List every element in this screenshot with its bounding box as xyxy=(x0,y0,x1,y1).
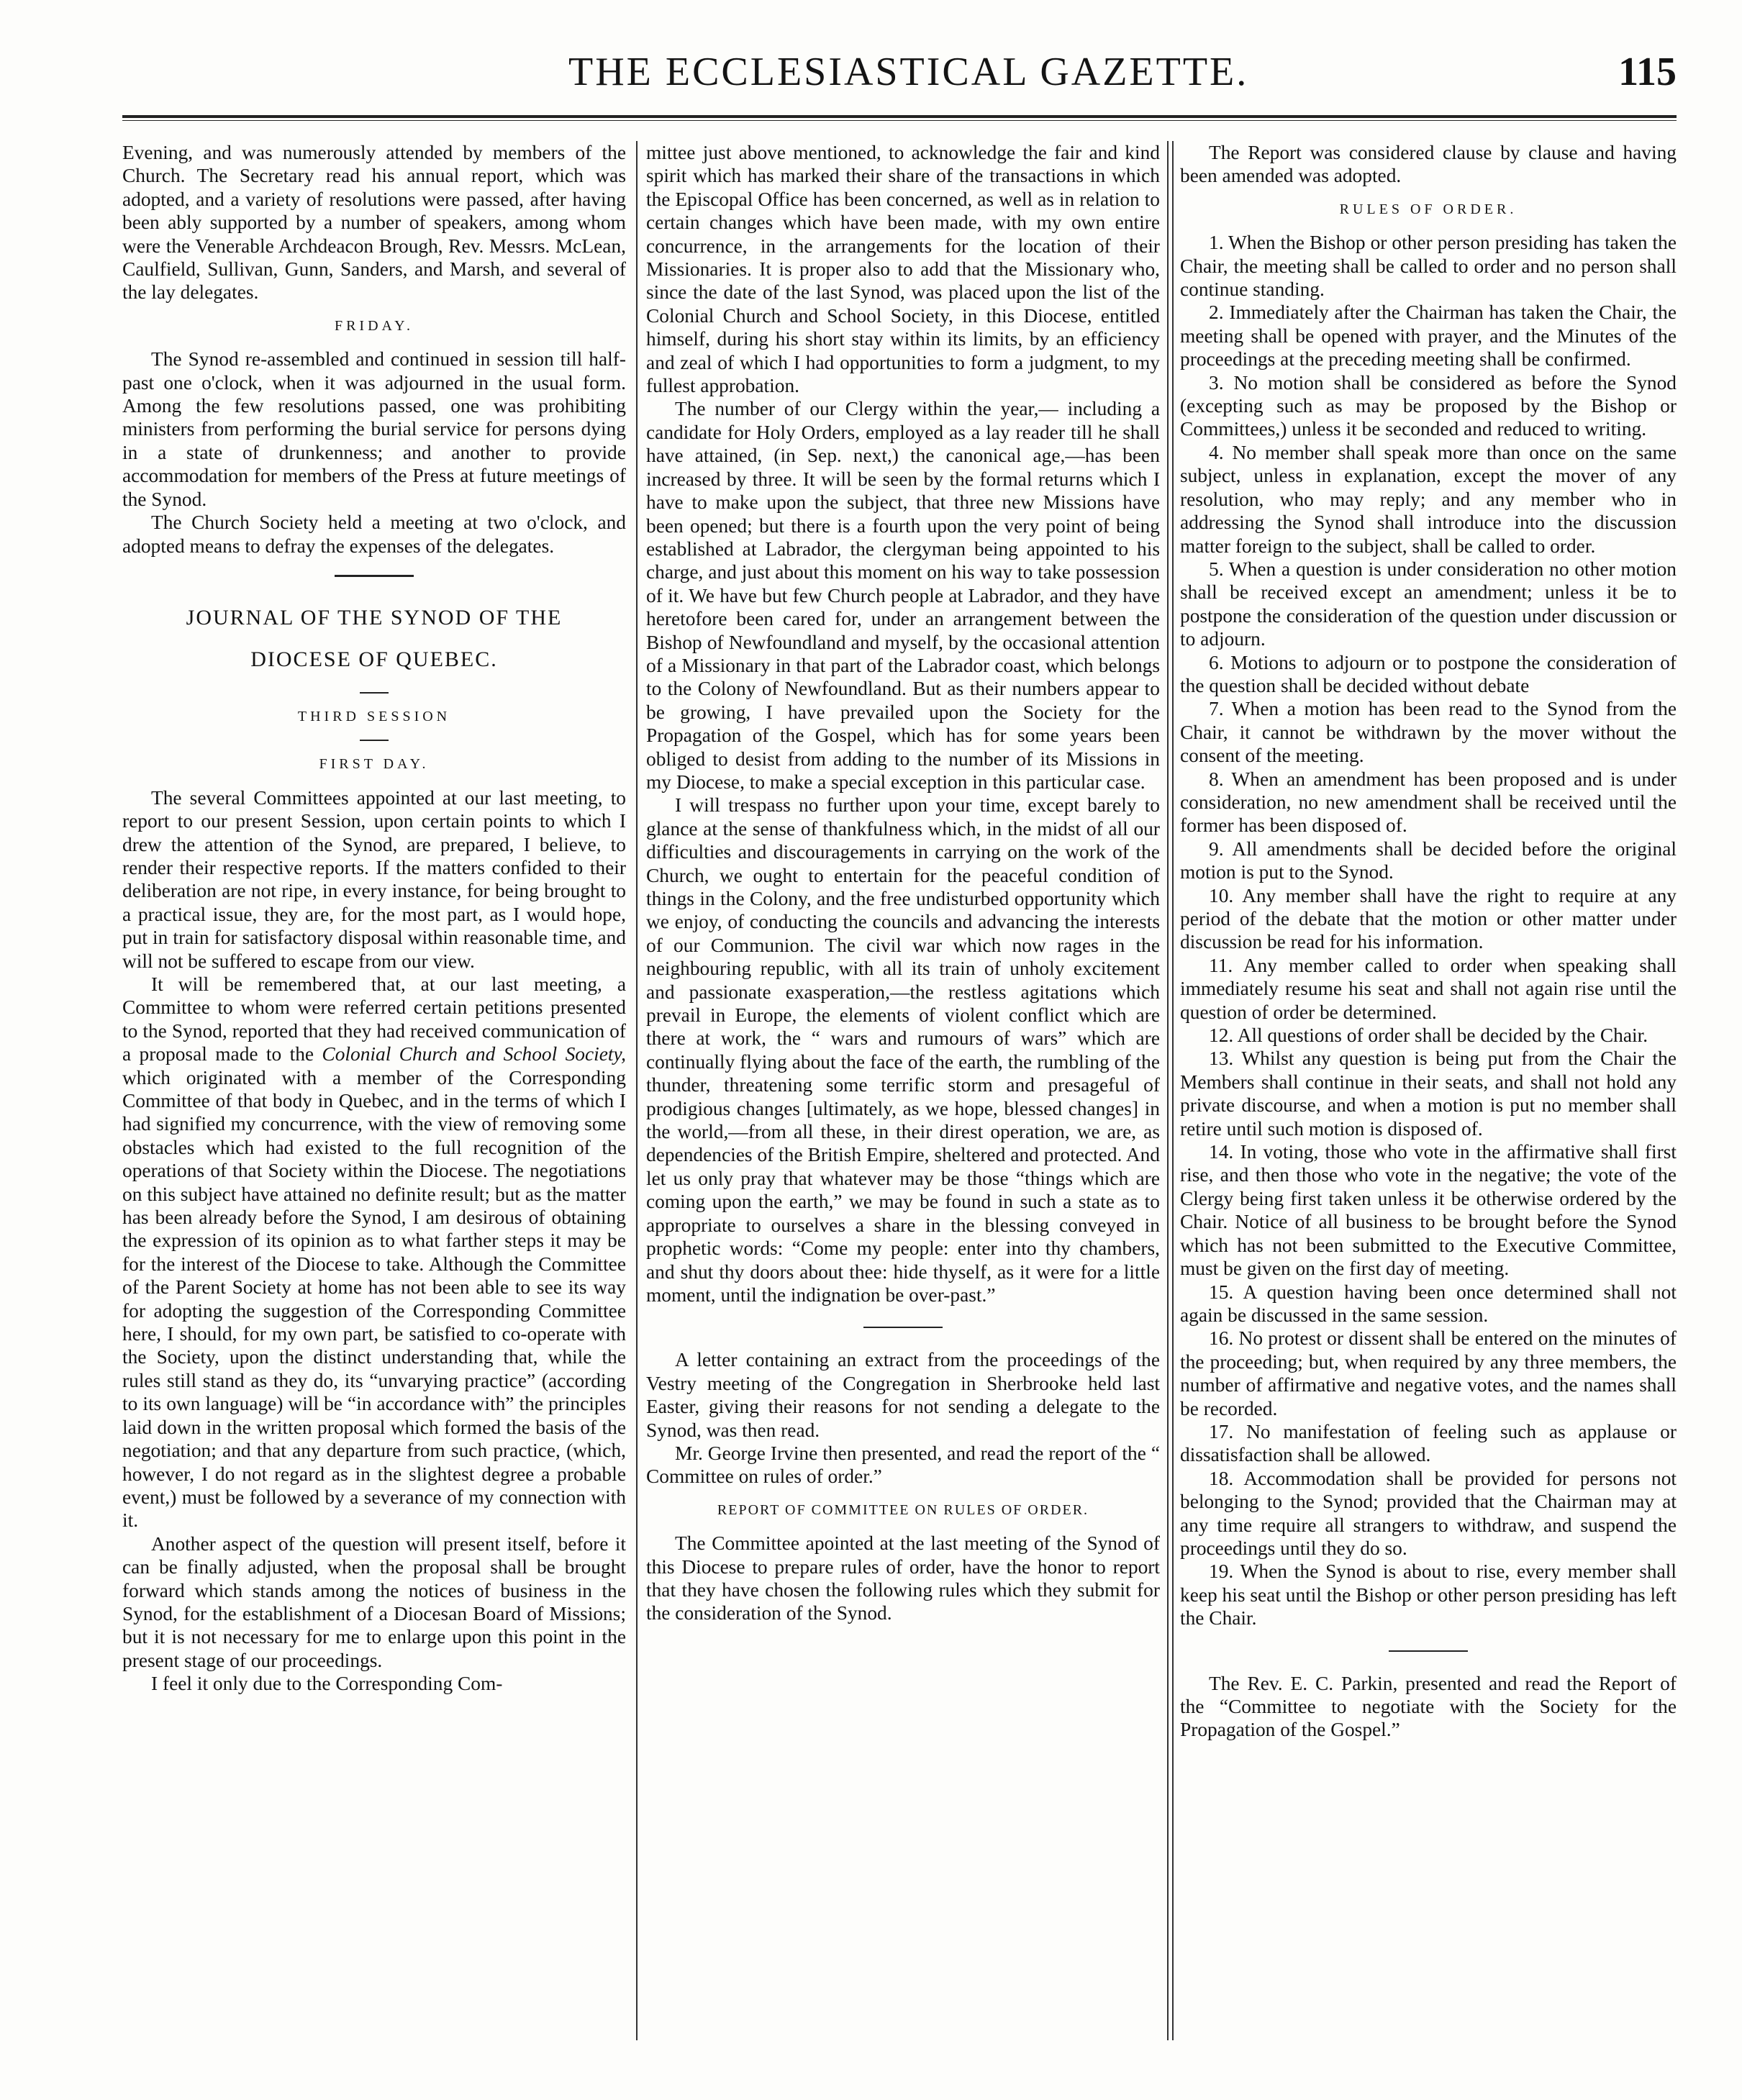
rule-item: 17. No manifestation of feeling such as applause or dissatisfaction shall be allowed. xyxy=(1180,1420,1677,1466)
rule-item: 2. Immediately after the Chairman has taken the Chair, the meeting shall be opened with prayer, and the Minutes of the proceedings at the preceding meeting shall be confirmed. xyxy=(1180,301,1677,371)
rule-item: 19. When the Synod is about to rise, every member shall keep his seat until the Bishop or other person presiding has left the Chair. xyxy=(1180,1560,1677,1629)
paragraph xyxy=(122,973,626,1532)
column-middle xyxy=(646,141,1160,2055)
session-head: THIRD SESSION xyxy=(297,708,451,724)
paragraph: The Synod re-assembled and continued in session till half-past one o'clock, when it was adjourned in the usual form. Among the few resolutions passed, one was prohibiting ministers from performing the burial service for persons dying in a state of drunkenness; and another to provide accommodation for members of the Press at future meetings of the Synod. xyxy=(122,348,626,510)
paragraph: A letter containing an extract from the proceedings of the Vestry meeting of the Congregation in Sherbrooke held last Easter, giving their reasons for not sending a delegate to the Synod, was then read. xyxy=(646,1349,1160,1441)
paragraph: The Committee apointed at the last meeting of the Synod of this Diocese to prepare rules of order, have the honor to report that they have chosen the following rules which they submit for the consideration of the Synod. xyxy=(646,1532,1160,1624)
column-left xyxy=(122,141,626,2055)
paragraph: I will trespass no further upon your time, except barely to glance at the sense of thankfulness which, in the midst of all our difficulties and discouragements in carrying on the work of the Church, we ought to entertain for the peaceful condition of things in the Colony, and the free undisturbed opportunity which we enjoy, of conducting the councils and advancing the interests of our Communion. The civil war which now rages in the neighbouring republic, with all its train of unholy excitement and passionate exasperation,—the restless agitations which prevail in Europe, the elements of violent conflict which are there at work, the “ wars and rumours of wars” which are continually flying about the face of the earth, the rumbling of the thunder, threatening some terrific storm and presageful of prodigious changes [ultimately, as we hope, blessed changes] in the world,—from all these, in their direst operation, we are, as dependencies of the British Empire, sheltered and protected. And let us only pray that whatever may be those “things which are coming upon the earth,” we may be found in such a state as to appropriate to ourselves a share in the blessing conveyed in prophetic words: “Come my people: enter into thy chambers, and shut thy doors about thee: hide thyself, as it were for a little moment, until the indignation be over-past.” xyxy=(646,794,1160,1306)
report-head: REPORT OF COMMITTEE ON RULES OF ORDER. xyxy=(717,1501,1089,1518)
paragraph: The Report was considered clause by clause and having been amended was adopted. xyxy=(1180,142,1677,187)
paragraph: mittee just above mentioned, to acknowledge the fair and kind spirit which has marked their share of the transactions in which the Episcopal Office has been concerned, as well as in relation to certain changes which have been made, with my own entire concurrence, in the arrangements for the location of their Missionaries. It is proper also to add that the Missionary who, since the date of the last Synod, was placed upon the list of the Colonial Church and School Society, in this Diocese, entitled himself, during his short stay within its limits, by an efficiency and zeal of which I had opportunities to form a judgment, to my fullest approbation. xyxy=(646,142,1160,397)
paragraph: Evening, and was numerously attended by members of the Church. The Secretary read his annual report, which was adopted, and a variety of resolutions were passed, after having been ably supported by a number of speakers, among whom were the Venerable Archdeacon Brough, Rev. Messrs. McLean, Caulfield, Sullivan, Gunn, Sanders, and Marsh, and several of the lay delegates. xyxy=(122,142,626,304)
journal-title xyxy=(122,597,626,681)
rule-item: 10. Any member shall have the right to require at any period of the debate that the motion or other matter under discussion be read for his information. xyxy=(1180,884,1677,953)
rule-item: 9. All amendments shall be decided before the original motion is put to the Synod. xyxy=(1180,837,1677,883)
paragraph: The Church Society held a meeting at two o'clock, and adopted means to defray the expenses of the delegates. xyxy=(122,512,626,557)
column-right xyxy=(1180,141,1677,2055)
rule-item: 11. Any member called to order when speaking shall immediately resume his seat and shall not again rise until the question of order be determined. xyxy=(1180,954,1677,1023)
text-run: It will be remembered that, at our last meeting, a Committee to whom were referred certain petitions presented to the Synod, reported that they had received communication of a proposal made to the xyxy=(122,973,626,1065)
section-head-friday: FRIDAY. xyxy=(334,317,414,334)
paragraph: The several Committees appointed at our last meeting, to report to our present Session, upon certain points to which I drew the attention of the Synod, are prepared, I believe, to render their respective reports. If the matters confided to their deliberation are not ripe, in every instance, for being brought to a practical issue, they are, for the most part, as I would hope, put in train for satisfactory disposal within reasonable time, and will not be suffered to escape from our view. xyxy=(122,786,626,972)
section-rule xyxy=(1389,1650,1468,1652)
rule-item: 18. Accommodation shall be provided for persons not belonging to the Synod; provided that the Chairman may at any time require all strangers to withdraw, and suspend the proceedings until they do so. xyxy=(1180,1467,1677,1559)
paragraph: Another aspect of the question will present itself, before it can be finally adjusted, when the proposal shall be brought forward which stands among the notices of business in the Synod, for the establishment of a Diocesan Board of Missions; but it is not necessary for me to enlarge upon this point in the present stage of our proceedings. xyxy=(122,1532,626,1671)
rule-item: 8. When an amendment has been proposed and is under consideration, no new amendment shall be received until the former has been disposed of. xyxy=(1180,768,1677,837)
rule-item: 3. No motion shall be considered as before the Synod (excepting such as may be proposed by the Bishop or Committees,) unless it be seconded and reduced to writing. xyxy=(1180,371,1677,440)
rule-item: 16. No protest or dissent shall be entered on the minutes of the proceeding; but, when required by any three members, the number of affirmative and negative votes, and the names shall be recorded. xyxy=(1180,1327,1677,1419)
section-rule xyxy=(863,1327,943,1328)
text-run: which originated with a member of the Corresponding Committee of that body in Quebec, and in the terms of which I had signified my concurrence, with the view of removing some obstacles which had existed to the full recognition of the operations of that Society within the Diocese. The negotiations on this subject have attained no definite result; but as the matter has been already before the Synod, I am desirous of obtaining the expression of its opinion as to what farther steps it may be for the interest of the Diocese to take. Although the Committee of the Parent Society at home has not been able to see its way for adopting the suggestion of the Corresponding Committee here, I should, for my own part, be satisfied to co-operate with the Society, upon the distinct understanding that, while the rules still stand as they do, its “unvarying practice” (according to its own language) will be “in accordance with” the principles laid down in the written proposal which formed the basis of the negotiation; and that any departure from such practice, (which, however, I do not regard as in the slightest degree a probable event,) must be followed by a severance of my connection with it. xyxy=(122,1066,626,1532)
paragraph: The number of our Clergy within the year,— including a candidate for Holy Orders, employed as a lay reader till he shall have attained, (in Sep. next,) the canonical age,—has been increased by three. It will be seen by the formal returns which I have to make upon the subject, that three new Missions have been opened; but there is a fourth upon the very point of being established at Labrador, the clergyman being appointed to his charge, and just about this moment on his way to take possession of it. We have but few Church people at Labrador, and they have heretofore been cared for, under an arrangement between the Bishop of Newfoundland and myself, by the occasional attention of a Missionary in that part of the Labrador coast, which belongs to the Colony of Newfoundland. But as their numbers appear to be growing, I have prevailed upon the Society for the Propagation of the Gospel, which has for some years been obliged to desist from adding to the number of its Missions in my Diocese, to make a special exception in this particular case. xyxy=(646,398,1160,793)
paragraph: Mr. George Irvine then presented, and read the report of the “ Committee on rules of order.” xyxy=(646,1442,1160,1488)
paragraph: The Rev. E. C. Parkin, presented and read the Report of the “Committee to negotiate with the Society for the Propagation of the Gospel.” xyxy=(1180,1672,1677,1741)
rule-item: 6. Motions to adjourn or to postpone the consideration of the question shall be decided without debate xyxy=(1180,651,1677,696)
publication-title: THE ECCLESIASTICAL GAZETTE. xyxy=(568,50,1249,94)
rule-item: 13. Whilst any question is being put from the Chair the Members shall continue in their seats, and shall not hold any private discourse, and when a motion is put no member shall retire until such motion is disposed of. xyxy=(1180,1047,1677,1140)
section-rule xyxy=(335,575,414,577)
day-head: FIRST DAY. xyxy=(319,756,430,773)
journal-title-line: DIOCESE OF QUEBEC. xyxy=(250,647,498,671)
rule-item: 12. All questions of order shall be decided by the Chair. xyxy=(1209,1024,1648,1047)
paragraph: I feel it only due to the Corresponding Com- xyxy=(151,1673,503,1695)
society-name: Colonial Church and School Society, xyxy=(322,1043,626,1065)
section-rule xyxy=(360,692,389,694)
rule-item: 4. No member shall speak more than once on the same subject, unless in explanation, except the mover of any resolution, who may reply; and any member who in addressing the Synod shall introduce into the discussion matter foreign to the subject, shall be called to order. xyxy=(1180,441,1677,557)
journal-title-line: JOURNAL OF THE SYNOD OF THE xyxy=(186,605,563,629)
section-rule xyxy=(360,740,389,741)
rule-item: 15. A question having been once determined shall not again be discussed in the same session. xyxy=(1180,1281,1677,1326)
header-rule xyxy=(122,115,1677,121)
column-divider-right xyxy=(1167,141,1174,2040)
rule-item: 5. When a question is under consideration no other motion shall be received except an amendment; unless it be to postpone the consideration of the question under discussion or to adjourn. xyxy=(1180,558,1677,650)
rule-item: 1. When the Bishop or other person presiding has taken the Chair, the meeting shall be called to order and no person shall continue standing. xyxy=(1180,232,1677,301)
column-divider-left xyxy=(636,141,638,2040)
rule-item: 7. When a motion has been read to the Synod from the Chair, it cannot be withdrawn by the mover without the consent of the meeting. xyxy=(1180,698,1677,767)
running-head xyxy=(122,49,1677,106)
page-number: 115 xyxy=(1618,50,1677,94)
rule-item: 14. In voting, those who vote in the affirmative shall first rise, and then those who vote in the negative; the vote of the Clergy being first taken unless it be otherwise ordered by the Chair. Notice of all business to be brought before the Synod which has not been submitted to the Executive Committee, must be given on the first day of meeting. xyxy=(1180,1141,1677,1280)
rules-head: RULES OF ORDER. xyxy=(1339,201,1518,217)
